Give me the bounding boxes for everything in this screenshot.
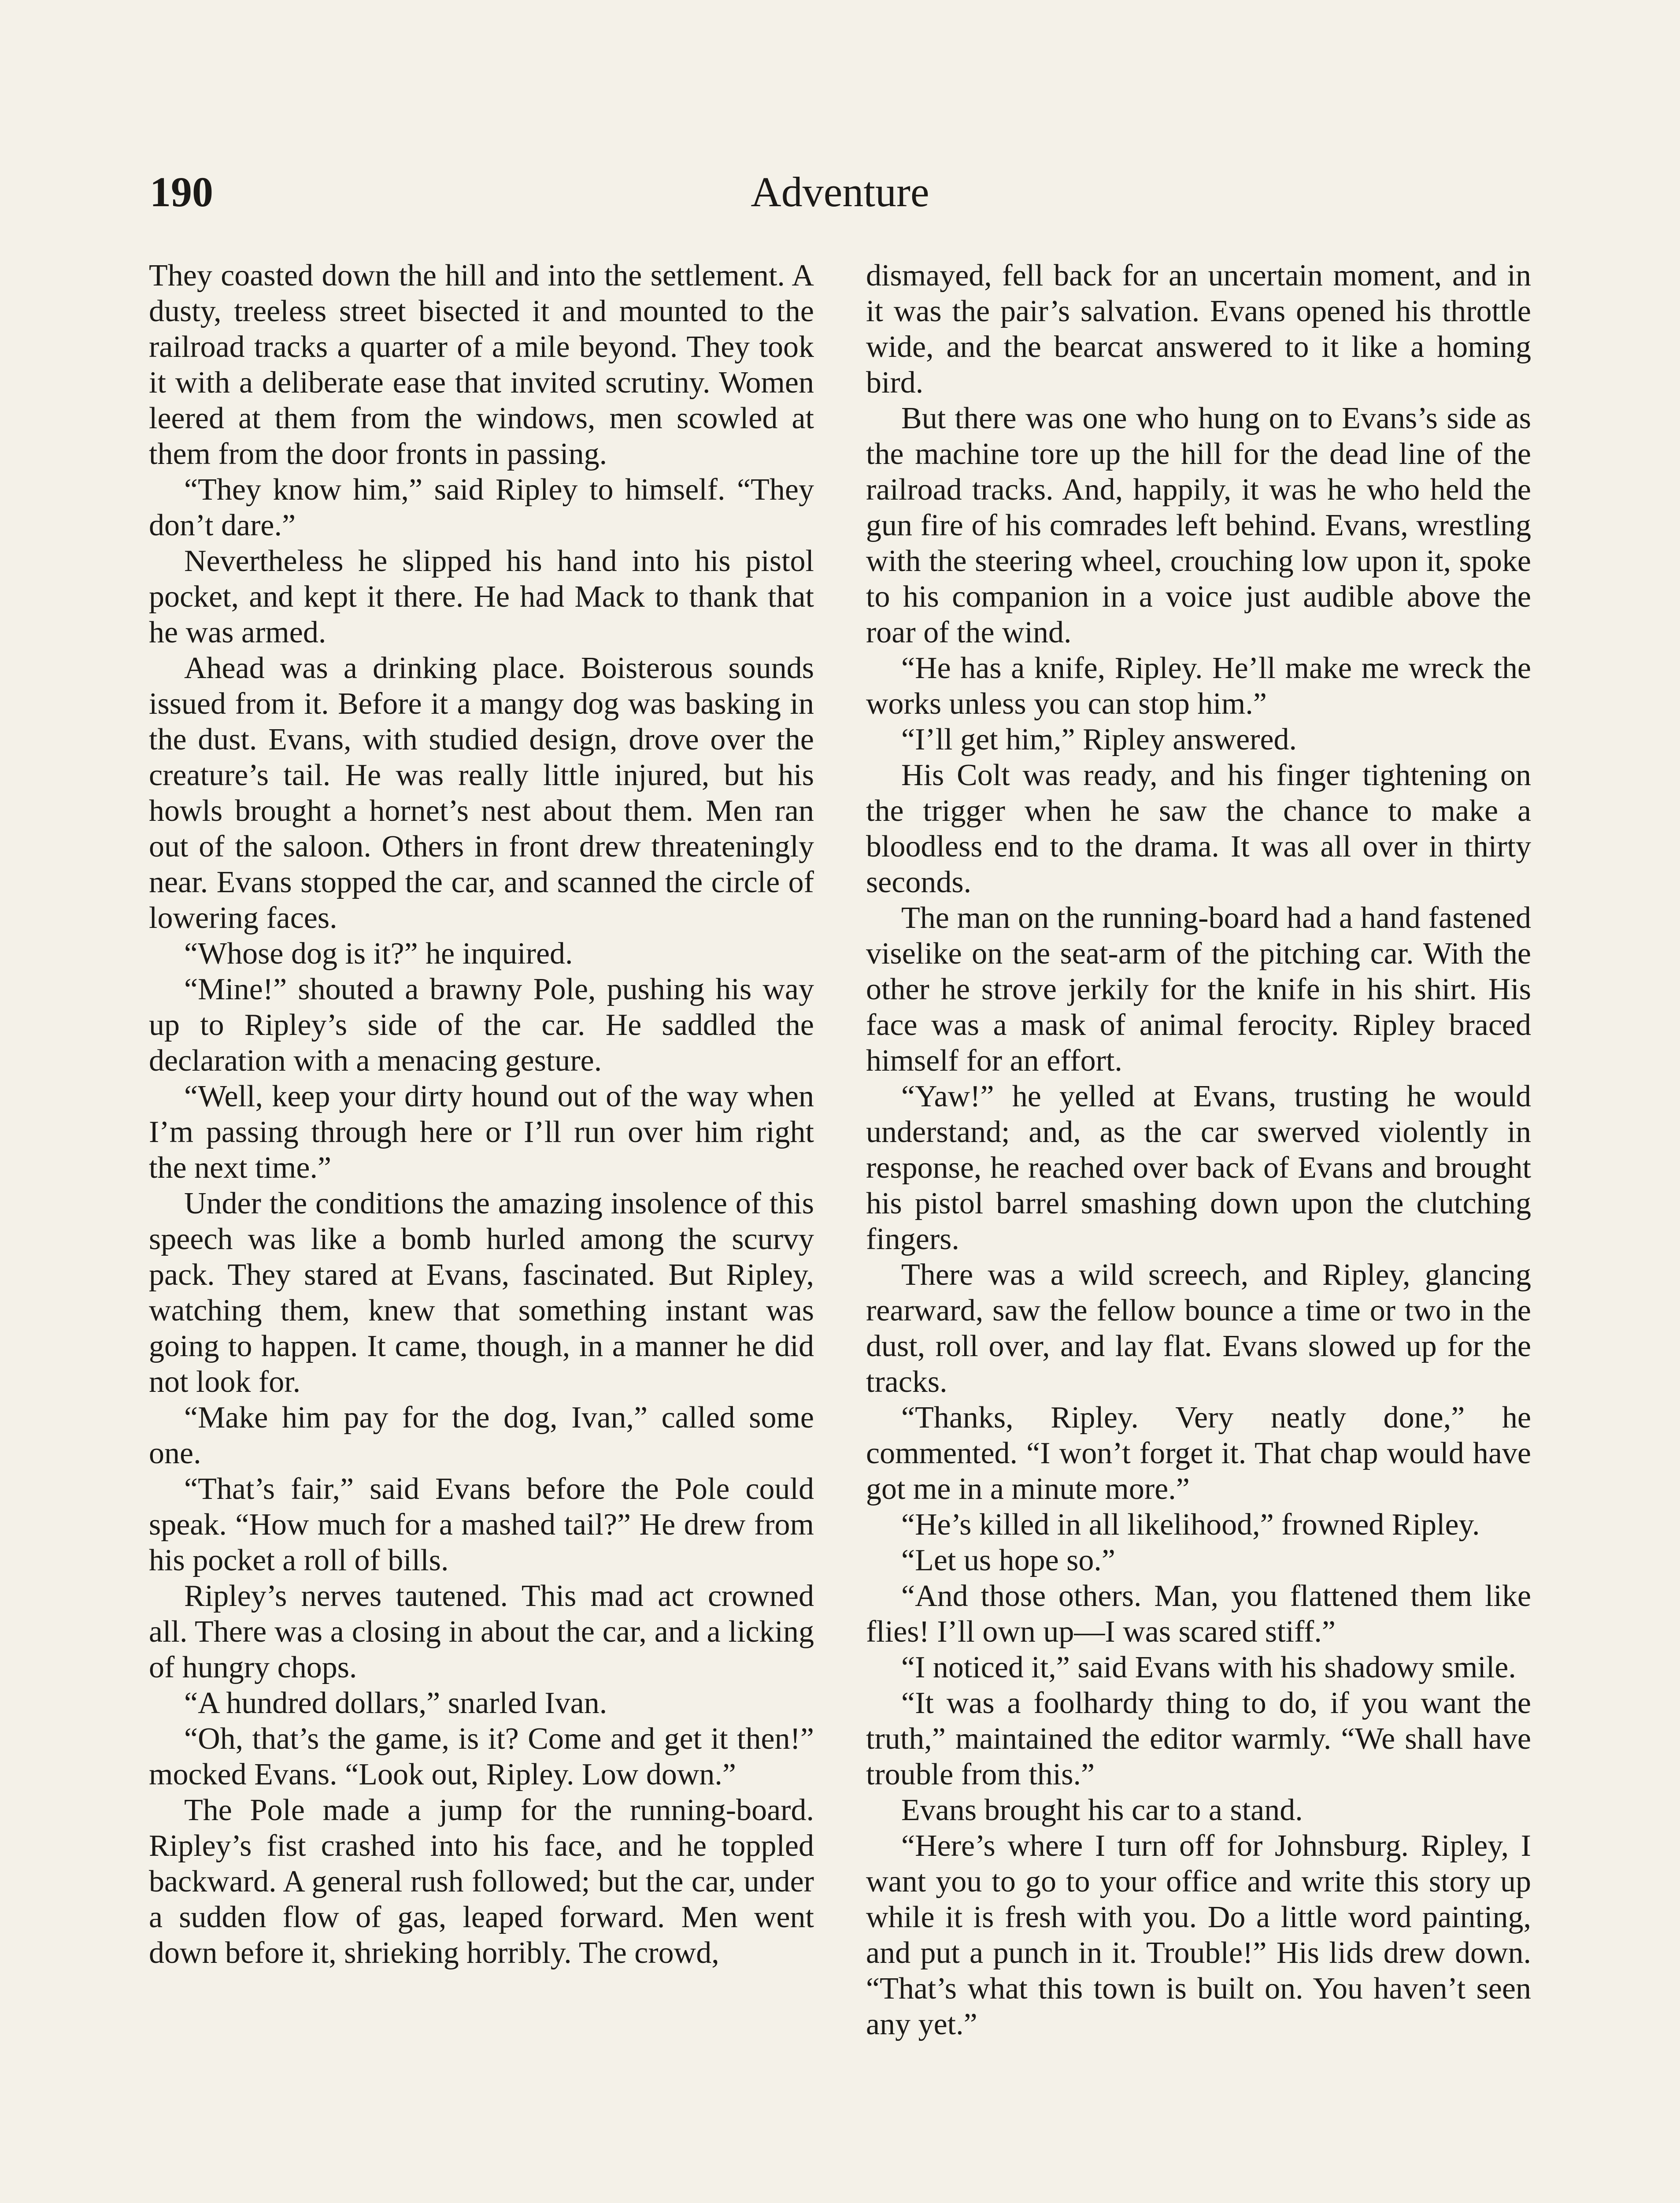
paragraph: dismayed, fell back for an uncertain moment, and in it was the pair’s salvation. Evans opened his throttle wide, and the bearcat answered to it like a homing bird.: [866, 259, 1531, 400]
paragraph: Under the conditions the amazing insolence of this speech was like a bomb hurled among the scurvy pack. They stared at Evans, fascinated. But Ripley, watching them, knew that something instant was going to happen. It came, though, in a manner he did not look for.: [149, 1187, 814, 1399]
paragraph: “Oh, that’s the game, is it? Come and get it then!” mocked Evans. “Look out, Ripley. Low down.”: [149, 1722, 814, 1791]
paragraph: Evans brought his car to a stand.: [901, 1793, 1303, 1827]
paragraph: “Make him pay for the dog, Ivan,” called some one.: [149, 1401, 814, 1470]
paragraph: But there was one who hung on to Evans’s side as the machine tore up the hill for the dead line of the railroad tracks. And, happily, it was he who held the gun fire of his comrades left behind. Evans, wrestling with the steering wheel, crouching low upon it, spoke to his companion in a voice just audible above the roar of the wind.: [866, 401, 1531, 649]
right-column: [866, 258, 1531, 2203]
text-columns: [149, 258, 1531, 2203]
paragraph: “He has a knife, Ripley. He’ll make me wreck the works unless you can stop him.”: [866, 651, 1531, 721]
paragraph: “Mine!” shouted a brawny Pole, pushing his way up to Ripley’s side of the car. He saddled the declaration with a menacing gesture.: [149, 972, 814, 1078]
paragraph: “Thanks, Ripley. Very neatly done,” he commented. “I won’t forget it. That chap would have got me in a minute more.”: [866, 1401, 1531, 1506]
paragraph: His Colt was ready, and his finger tightening on the trigger when he saw the chance to make a bloodless end to the drama. It was all over in thirty seconds.: [866, 758, 1531, 899]
page-number: 190: [150, 168, 213, 215]
running-title: Adventure: [751, 168, 929, 215]
paragraph: “I’ll get him,” Ripley answered.: [901, 723, 1297, 757]
paragraph: “Yaw!” he yelled at Evans, trusting he would understand; and, as the car swerved violently in response, he reached over back of Evans and brought his pistol barrel smashing down upon the clutching fingers.: [866, 1079, 1531, 1256]
paragraph: “They know him,” said Ripley to himself. “They don’t dare.”: [149, 473, 814, 542]
paragraph: “It was a foolhardy thing to do, if you want the truth,” maintained the editor warmly. “We shall have trouble from this.”: [866, 1686, 1531, 1791]
paragraph: “Let us hope so.”: [901, 1543, 1115, 1577]
paragraph: Ripley’s nerves tautened. This mad act crowned all. There was a closing in about the car, and a licking of hungry chops.: [149, 1579, 814, 1684]
paragraph: “Whose dog is it?” he inquired.: [184, 937, 573, 971]
left-column: [149, 258, 814, 2203]
paragraph: “Well, keep your dirty hound out of the way when I’m passing through here or I’ll run over him right the next time.”: [149, 1079, 814, 1185]
paragraph: They coasted down the hill and into the settlement. A dusty, treeless street bisected it and mounted to the railroad tracks a quarter of a mile beyond. They took it with a deliberate ease that invited scrutiny. Women leered at them from the windows, men scowled at them from the door fronts in passing.: [149, 259, 814, 471]
paragraph: The man on the running-board had a hand fastened viselike on the seat-arm of the pitching car. With the other he strove jerkily for the knife in his shirt. His face was a mask of animal ferocity. Ripley braced himself for an effort.: [866, 901, 1531, 1078]
page-header: [150, 167, 1530, 229]
paragraph: “That’s fair,” said Evans before the Pole could speak. “How much for a mashed tail?” He drew from his pocket a roll of bills.: [149, 1472, 814, 1577]
paragraph: “Here’s where I turn off for Johnsburg. Ripley, I want you to go to your office and write this story up while it is fresh with you. Do a little word painting, and put a punch in it. Trouble!” His lids drew down. “That’s what this town is built on. You haven’t seen any yet.”: [866, 1829, 1531, 2041]
paragraph: Ahead was a drinking place. Boisterous sounds issued from it. Before it a mangy dog was basking in the dust. Evans, with studied design, drove over the creature’s tail. He was really little injured, but his howls brought a hornet’s nest about them. Men ran out of the saloon. Others in front drew threateningly near. Evans stopped the car, and scanned the circle of lowering faces.: [149, 651, 814, 935]
paragraph: “He’s killed in all likelihood,” frowned Ripley.: [901, 1508, 1480, 1542]
paragraph: The Pole made a jump for the running-board. Ripley’s fist crashed into his face, and he toppled backward. A general rush followed; but the car, under a sudden flow of gas, leaped forward. Men went down before it, shrieking horribly. The crowd,: [149, 1793, 814, 1970]
paragraph: “I noticed it,” said Evans with his shadowy smile.: [901, 1650, 1516, 1684]
paragraph: Nevertheless he slipped his hand into his pistol pocket, and kept it there. He had Mack to thank that he was armed.: [149, 544, 814, 649]
paragraph: “And those others. Man, you flattened them like flies! I’ll own up—I was scared stiff.”: [866, 1579, 1531, 1649]
paragraph: “A hundred dollars,” snarled Ivan.: [184, 1686, 607, 1720]
paragraph: There was a wild screech, and Ripley, glancing rearward, saw the fellow bounce a time or two in the dust, roll over, and lay flat. Evans slowed up for the tracks.: [866, 1258, 1531, 1399]
